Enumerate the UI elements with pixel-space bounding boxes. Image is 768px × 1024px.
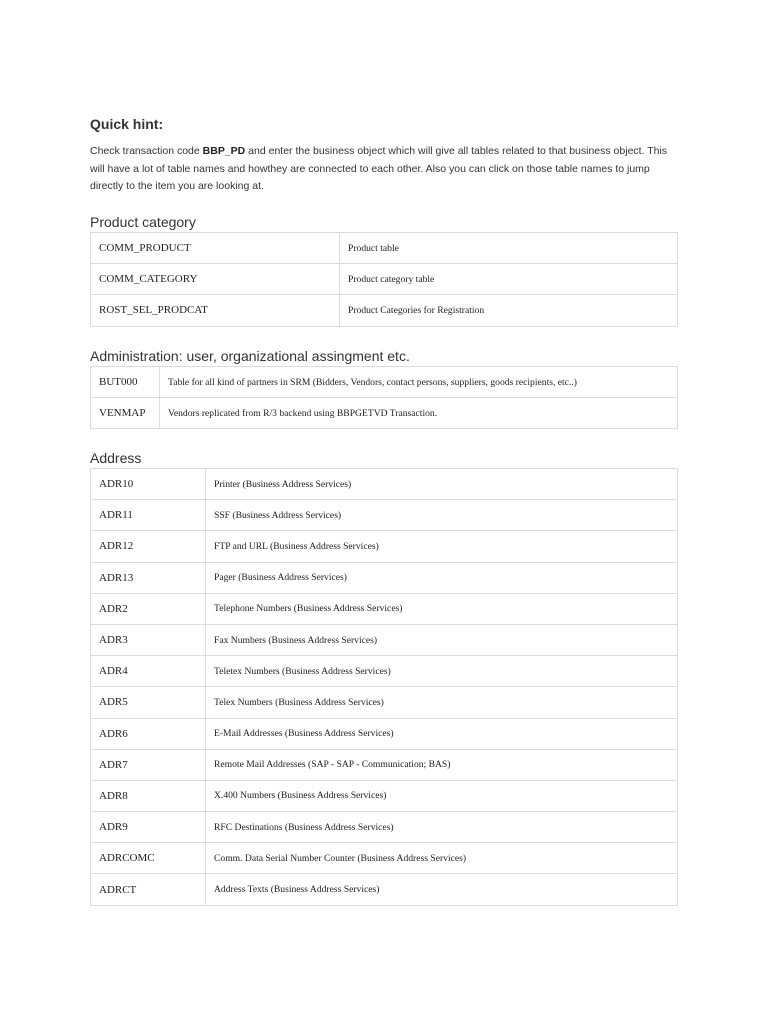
quick-hint-paragraph — [90, 143, 678, 196]
quick-hint-heading: Quick hint: — [90, 116, 164, 132]
table-description-cell: Product table — [340, 233, 678, 264]
table-row — [91, 398, 678, 429]
table-name-cell: ROST_SEL_PRODCAT — [91, 295, 340, 326]
table-description-cell: Pager (Business Address Services) — [206, 562, 678, 593]
table-description-cell: Fax Numbers (Business Address Services) — [206, 624, 678, 655]
table-row — [91, 656, 678, 687]
table-row — [91, 812, 678, 843]
table-row — [91, 264, 678, 295]
table-description-cell: Teletex Numbers (Business Address Services) — [206, 656, 678, 687]
table-name-cell: ADR11 — [91, 500, 206, 531]
table-row — [91, 749, 678, 780]
table-row — [91, 233, 678, 264]
table-name-cell: ADR4 — [91, 656, 206, 687]
table-row — [91, 843, 678, 874]
table-name-cell: COMM_CATEGORY — [91, 264, 340, 295]
table-row — [91, 562, 678, 593]
table-description-cell: Product category table — [340, 264, 678, 295]
table-description-cell: Printer (Business Address Services) — [206, 469, 678, 500]
table-description-cell: X.400 Numbers (Business Address Services) — [206, 780, 678, 811]
table-name-cell: ADRCOMC — [91, 843, 206, 874]
table-name-cell: ADR6 — [91, 718, 206, 749]
table-row — [91, 780, 678, 811]
hint-text-pre: Check transaction code — [90, 145, 203, 157]
table-description-cell: Comm. Data Serial Number Counter (Business Address Services) — [206, 843, 678, 874]
address-table — [90, 468, 678, 906]
table-description-cell: Product Categories for Registration — [340, 295, 678, 326]
table-name-cell: ADR7 — [91, 749, 206, 780]
table-row — [91, 687, 678, 718]
table-name-cell: ADRCT — [91, 874, 206, 905]
table-description-cell: Telephone Numbers (Business Address Services) — [206, 593, 678, 624]
table-row — [91, 718, 678, 749]
table-description-cell: E-Mail Addresses (Business Address Services) — [206, 718, 678, 749]
administration-heading: Administration: user, organizational assingment etc. — [90, 348, 410, 364]
table-name-cell: ADR12 — [91, 531, 206, 562]
hint-text-post: and enter the business object which will give all tables related to that business object. This will have a lot of table names and howthey are connected to each other. Also you can click on those table names to jump directly to the item you are looking at. — [90, 145, 668, 192]
table-description-cell: Telex Numbers (Business Address Services) — [206, 687, 678, 718]
table-description-cell: FTP and URL (Business Address Services) — [206, 531, 678, 562]
table-row — [91, 295, 678, 326]
table-name-cell: ADR8 — [91, 780, 206, 811]
table-name-cell: ADR3 — [91, 624, 206, 655]
table-description-cell: Remote Mail Addresses (SAP - SAP - Communication; BAS) — [206, 749, 678, 780]
table-description-cell: Vendors replicated from R/3 backend using BBPGETVD Transaction. — [160, 398, 678, 429]
table-name-cell: VENMAP — [91, 398, 160, 429]
table-name-cell: ADR9 — [91, 812, 206, 843]
table-name-cell: BUT000 — [91, 367, 160, 398]
table-name-cell: ADR10 — [91, 469, 206, 500]
table-name-cell: ADR13 — [91, 562, 206, 593]
table-name-cell: ADR2 — [91, 593, 206, 624]
table-row — [91, 500, 678, 531]
table-row — [91, 367, 678, 398]
product-category-table — [90, 232, 678, 327]
table-description-cell: SSF (Business Address Services) — [206, 500, 678, 531]
table-name-cell: COMM_PRODUCT — [91, 233, 340, 264]
table-description-cell: Table for all kind of partners in SRM (Bidders, Vendors, contact persons, suppliers, goods recipients, etc..) — [160, 367, 678, 398]
product-category-heading: Product category — [90, 214, 196, 230]
table-row — [91, 531, 678, 562]
address-heading: Address — [90, 450, 142, 466]
table-description-cell: RFC Destinations (Business Address Services) — [206, 812, 678, 843]
administration-table — [90, 366, 678, 429]
table-row — [91, 874, 678, 905]
table-name-cell: ADR5 — [91, 687, 206, 718]
table-row — [91, 624, 678, 655]
table-row — [91, 593, 678, 624]
table-description-cell: Address Texts (Business Address Services) — [206, 874, 678, 905]
hint-transaction-code: BBP_PD — [202, 145, 246, 157]
table-row — [91, 469, 678, 500]
